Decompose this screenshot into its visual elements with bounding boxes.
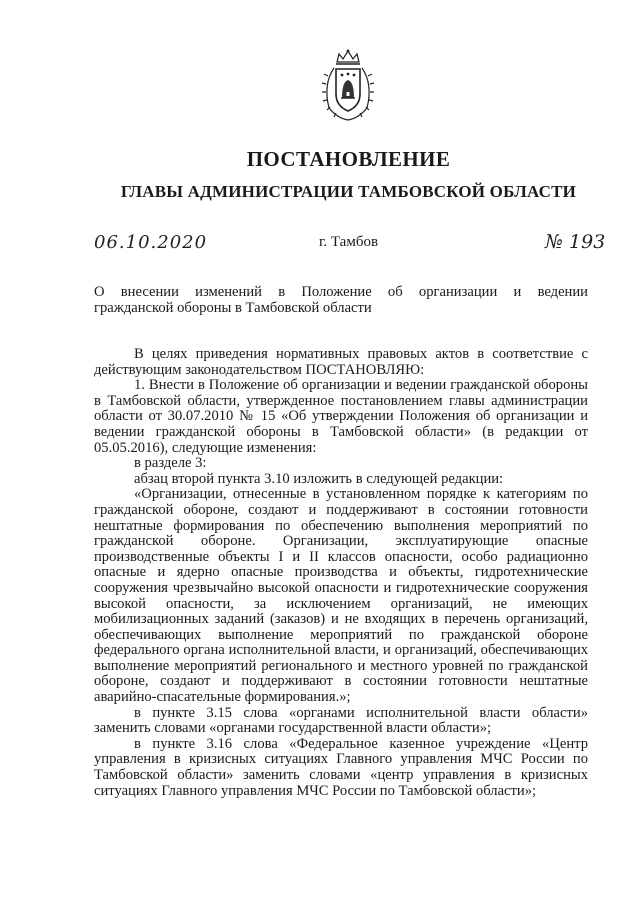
subject-line-2: гражданской обороны в Тамбовской области bbox=[94, 300, 372, 316]
document-subtitle: ГЛАВЫ АДМИНИСТРАЦИИ ТАМБОВСКОЙ ОБЛАСТИ bbox=[120, 182, 577, 201]
coat-of-arms-emblem bbox=[317, 48, 379, 124]
document-date: 06.10.2020 bbox=[94, 232, 208, 253]
document-title: ПОСТАНОВЛЕНИЕ bbox=[246, 147, 451, 171]
body-paragraph-clause-3-16: в пункте 3.16 слова «Федеральное казенное учреждение «Центр управления в кризисных ситуациях Главного управления МЧС России по Тамбовской области» заменить словами «центр управления в кризисных ситуациях Главного управления МЧС России по Тамбовской области»; bbox=[94, 735, 588, 799]
body-paragraph-quoted-text: «Организации, отнесенные в установленном порядке к категориям по гражданской обороне, создают и поддерживают в состоянии готовности нештатные формирования по обеспечению выполнения мероприятий по гражданской обороне. Организации, эксплуатирующие опасные производственные объекты I и II классов опасности, особо радиационно опасные и ядерно опасные производства и объекты, гидротехнические сооружения чрезвычайно высокой опасности и гидротехнические сооружения высокой опасности, за исключением организаций, не имеющих мобилизационных заданий (заказов) и не входящих в перечень организаций, обеспечивающих выполнение мероприятий по гражданской обороне федерального органа исполнительной власти, и организаций, обеспечивающих выполнение мероприятий регионального и местного уровней по гражданской обороне, создают и поддерживают в состоянии готовности нештатные аварийно-спасательные формирования.»; bbox=[94, 486, 588, 706]
body-paragraph-clause-3-10: абзац второй пункта 3.10 изложить в следующей редакции: bbox=[134, 470, 504, 487]
body-paragraph-clause-3-15: в пункте 3.15 слова «органами исполнительной власти области» заменить словами «органами государственной власти области»; bbox=[94, 704, 588, 737]
document-subject bbox=[94, 284, 588, 316]
subject-line-1: О внесении изменений в Положение об организации и ведении bbox=[94, 284, 588, 300]
body-paragraph-section-3: в разделе 3: bbox=[134, 455, 207, 472]
body-paragraph-preamble: В целях приведения нормативных правовых актов в соответствие с действующим законодательством ПОСТАНОВЛЯЮ: bbox=[94, 346, 588, 378]
document-city: г. Тамбов bbox=[318, 234, 379, 250]
document-body bbox=[94, 347, 588, 799]
body-paragraph-item-1: 1. Внести в Положение об организации и ведении гражданской обороны в Тамбовской области, утвержденное постановлением главы администрации области от 30.07.2010 № 15 «Об утверждении Положения об организации и ведении гражданской обороны в Тамбовской области» (в редакции от 05.05.2016), следующие изменения: bbox=[94, 377, 588, 456]
document-number: № 193 bbox=[545, 231, 606, 253]
